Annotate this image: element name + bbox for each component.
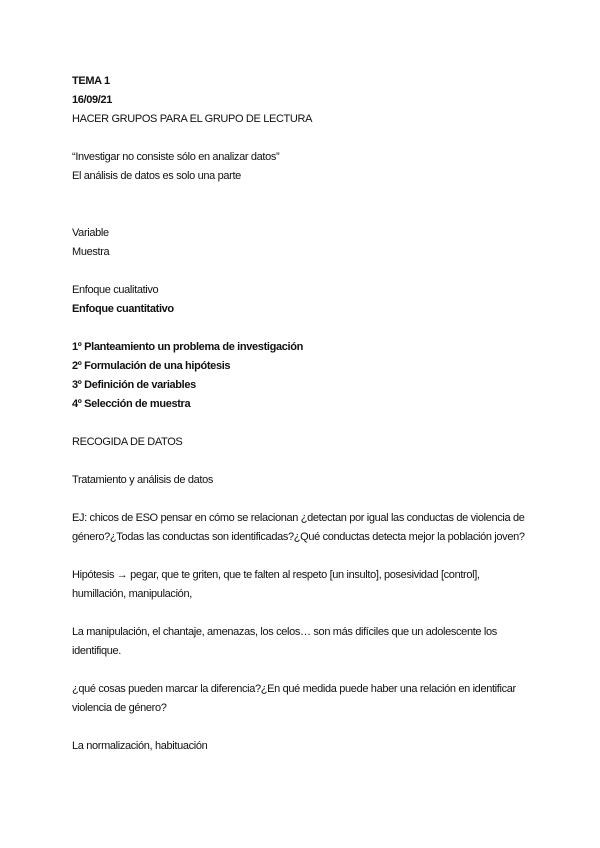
section-treatment: Tratamiento y análisis de datos [72,474,213,486]
question-paragraph: ¿qué cosas pueden marcar la diferencia?¿En qué medida puede haber una relación en identificar violencia de género? [72,683,516,714]
manipulation-paragraph: La manipulación, el chantaje, amenazas, los celos… son más difíciles que un adolescente los identifique. [72,626,497,657]
term-variable: Variable [72,227,109,239]
example-paragraph: EJ: chicos de ESO pensar en cómo se relacionan ¿detectan por igual las conductas de violencia de género?¿Todas las conductas son identificadas?¿Qué conductas detecta mejor la población joven? [72,512,525,543]
quote-line: “Investigar no consiste sólo en analizar datos” [72,151,280,163]
hypothesis-paragraph: Hipótesis → pegar, que te griten, que te falten al respeto [un insulto], posesividad [control], humillación, manipulación, [72,569,480,600]
closing-line: La normalización, habituación [72,740,208,752]
quote-note: El análisis de datos es solo una parte [72,170,241,182]
topic-heading: TEMA 1 [72,75,110,87]
approach-qualitative: Enfoque cualitativo [72,284,159,296]
approach-quantitative: Enfoque cuantitativo [72,303,174,315]
step-4: 4º Selección de muestra [72,398,191,410]
section-data-collection: RECOGIDA DE DATOS [72,436,183,448]
step-3: 3º Definición de variables [72,379,196,391]
term-sample: Muestra [72,246,110,258]
step-2: 2º Formulación de una hipótesis [72,360,231,372]
date-line: 16/09/21 [72,94,113,106]
task-line: HACER GRUPOS PARA EL GRUPO DE LECTURA [72,113,313,125]
step-1: 1º Planteamiento un problema de investigación [72,341,303,353]
